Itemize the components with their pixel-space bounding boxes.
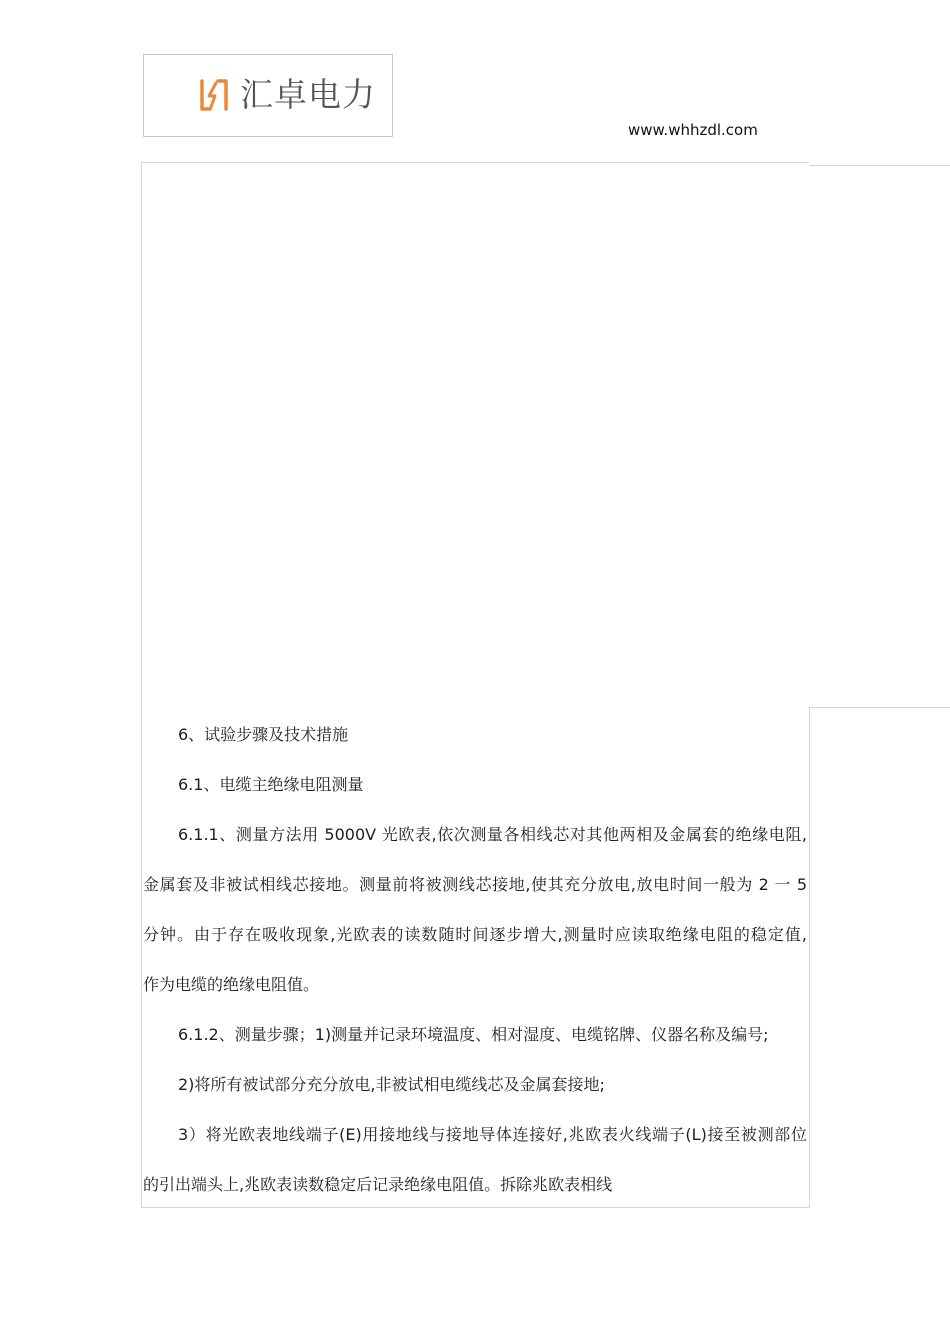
section-heading: 6、试验步骤及技术措施 — [178, 725, 349, 744]
frame-mid-right-line — [809, 707, 950, 708]
document-body — [143, 710, 807, 1210]
paragraph-line: 作为电缆的绝缘电阻值。 — [143, 975, 320, 994]
paragraph-line: 分钟。由于存在吸收现象,光欧表的读数随时间逐步增大,测量时应读取绝缘电阻的稳定值, — [143, 925, 807, 944]
logo-text: 汇卓电力 — [240, 75, 376, 114]
lightning-logo-icon — [196, 75, 232, 115]
paragraph-line: 金属套及非被试相线芯接地。测量前将被测线芯接地,使其充分放电,放电时间一般为 2 一 5 — [143, 875, 807, 894]
paragraph-line: 3）将光欧表地线端子(E)用接地线与接地导体连接好,兆欧表火线端子(L)接至被测部位 — [178, 1125, 807, 1144]
company-logo — [143, 54, 393, 137]
frame-left-line — [141, 162, 142, 1208]
subsection-heading: 6.1、电缆主绝缘电阻测量 — [178, 775, 364, 794]
paragraph-line: 的引出端头上,兆欧表读数稳定后记录绝缘电阻值。拆除兆欧表相线 — [143, 1175, 613, 1194]
frame-top-right-line — [809, 165, 950, 166]
frame-right-line — [809, 707, 810, 1208]
paragraph-line: 2)将所有被试部分充分放电,非被试相电缆线芯及金属套接地; — [178, 1075, 605, 1094]
paragraph-line: 6.1.1、测量方法用 5000V 光欧表,依次测量各相线芯对其他两相及金属套的绝缘电阻, — [178, 825, 807, 844]
frame-top-line — [141, 162, 809, 163]
website-url: www.whhzdl.com — [628, 121, 758, 139]
paragraph-line: 6.1.2、测量步骤；1)测量并记录环境温度、相对湿度、电缆铭牌、仪器名称及编号; — [178, 1025, 769, 1044]
